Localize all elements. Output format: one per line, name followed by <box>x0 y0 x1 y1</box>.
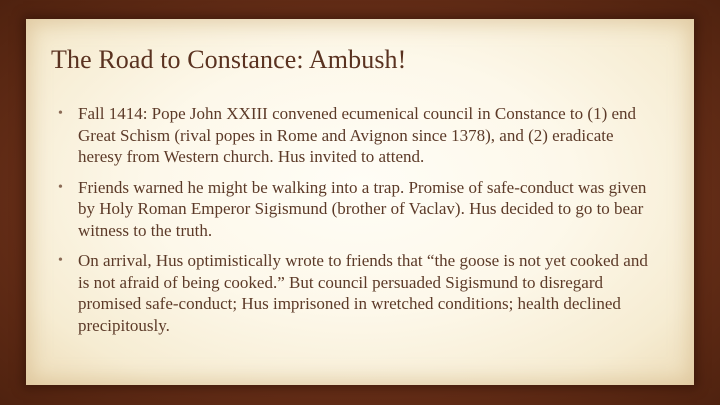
bullet-marker: • <box>58 253 63 268</box>
bullet-text-1: Fall 1414: Pope John XXIII convened ecumenical council in Constance to (1) end Great Schism (rival popes in Rome and Avignon since 1378), and (2) eradicate heresy from Western church. Hus invited to attend. <box>78 104 637 166</box>
bullet-item-3 <box>58 250 658 336</box>
bullet-text-3: On arrival, Hus optimistically wrote to friends that “the goose is not yet cooked and is not afraid of being cooked.” But council persuaded Sigismund to disregard promised safe-conduct; Hus imprisoned in wretched conditions; health declined precipitously. <box>78 251 648 335</box>
bullet-marker: • <box>58 106 63 121</box>
bullet-list <box>58 103 658 345</box>
bullet-text-2: Friends warned he might be walking into a trap. Promise of safe-conduct was given by Holy Roman Emperor Sigismund (brother of Vaclav). Hus decided to go to bear witness to the truth. <box>78 177 647 240</box>
slide-title: The Road to Constance: Ambush! <box>51 45 407 74</box>
bullet-item-2 <box>58 177 658 242</box>
bullet-marker: • <box>58 179 63 195</box>
bullet-item-1 <box>58 103 658 168</box>
